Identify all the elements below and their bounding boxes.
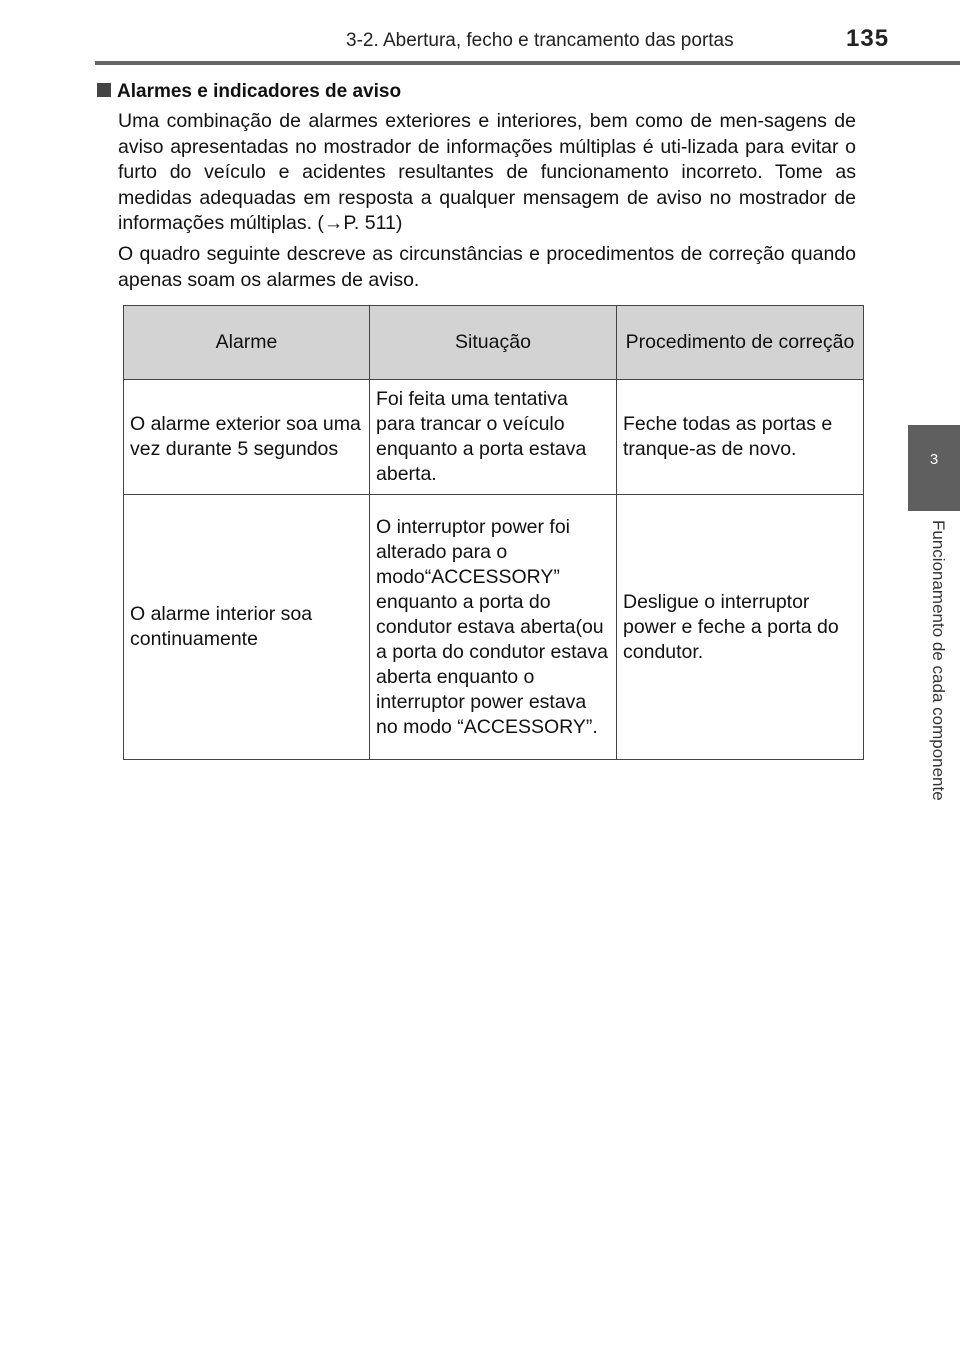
column-header-alarme: Alarme — [124, 306, 370, 380]
table-row — [124, 495, 864, 760]
cell-alarme: O alarme exterior soa uma vez durante 5 segundos — [124, 380, 370, 495]
page-header — [0, 0, 960, 66]
table-intro-paragraph: O quadro seguinte descreve as circunstâncias e procedimentos de correção quando apenas soam os alarmes de aviso. — [118, 243, 856, 291]
chapter-side-label: Funcionamento de cada componente — [929, 520, 948, 801]
cell-procedimento: Desligue o interruptor power e feche a porta do condutor. — [617, 495, 864, 760]
cell-situacao: O interruptor power foi alterado para o modo“ACCESSORY” enquanto a porta do condutor estava aberta(ou a porta do condutor estava aberta enquanto o interruptor power estava no modo “ACCESSORY”. — [370, 495, 617, 760]
column-header-procedimento: Procedimento de correção — [617, 306, 864, 380]
intro-paragraph: Uma combinação de alarmes exteriores e interiores, bem como de men-sagens de aviso apresentadas no mostrador de informações múltiplas é uti-lizada para evitar o furto do veículo e acidentes resultantes de funcionamento incorreto. Tome as medidas adequadas em resposta a qualquer mensagem de aviso no mostrador de informações múltiplas. (→P. 511) — [118, 110, 856, 234]
section-heading — [97, 81, 401, 103]
chapter-tab: 3 — [908, 425, 960, 511]
section-heading-text: Alarmes e indicadores de aviso — [117, 81, 402, 102]
alarm-table — [123, 305, 864, 760]
chapter-section-title: 3-2. Abertura, fecho e trancamento das portas — [346, 30, 734, 51]
cell-situacao: Foi feita uma tentativa para trancar o veículo enquanto a porta estava aberta. — [370, 380, 617, 495]
cell-alarme: O alarme interior soa continuamente — [124, 495, 370, 760]
table-row — [124, 380, 864, 495]
header-divider — [95, 61, 960, 65]
square-bullet-icon — [97, 83, 111, 97]
column-header-situacao: Situação — [370, 306, 617, 380]
table-header-row — [124, 306, 864, 380]
cell-procedimento: Feche todas as portas e tranque-as de novo. — [617, 380, 864, 495]
page-number: 135 — [846, 25, 890, 52]
